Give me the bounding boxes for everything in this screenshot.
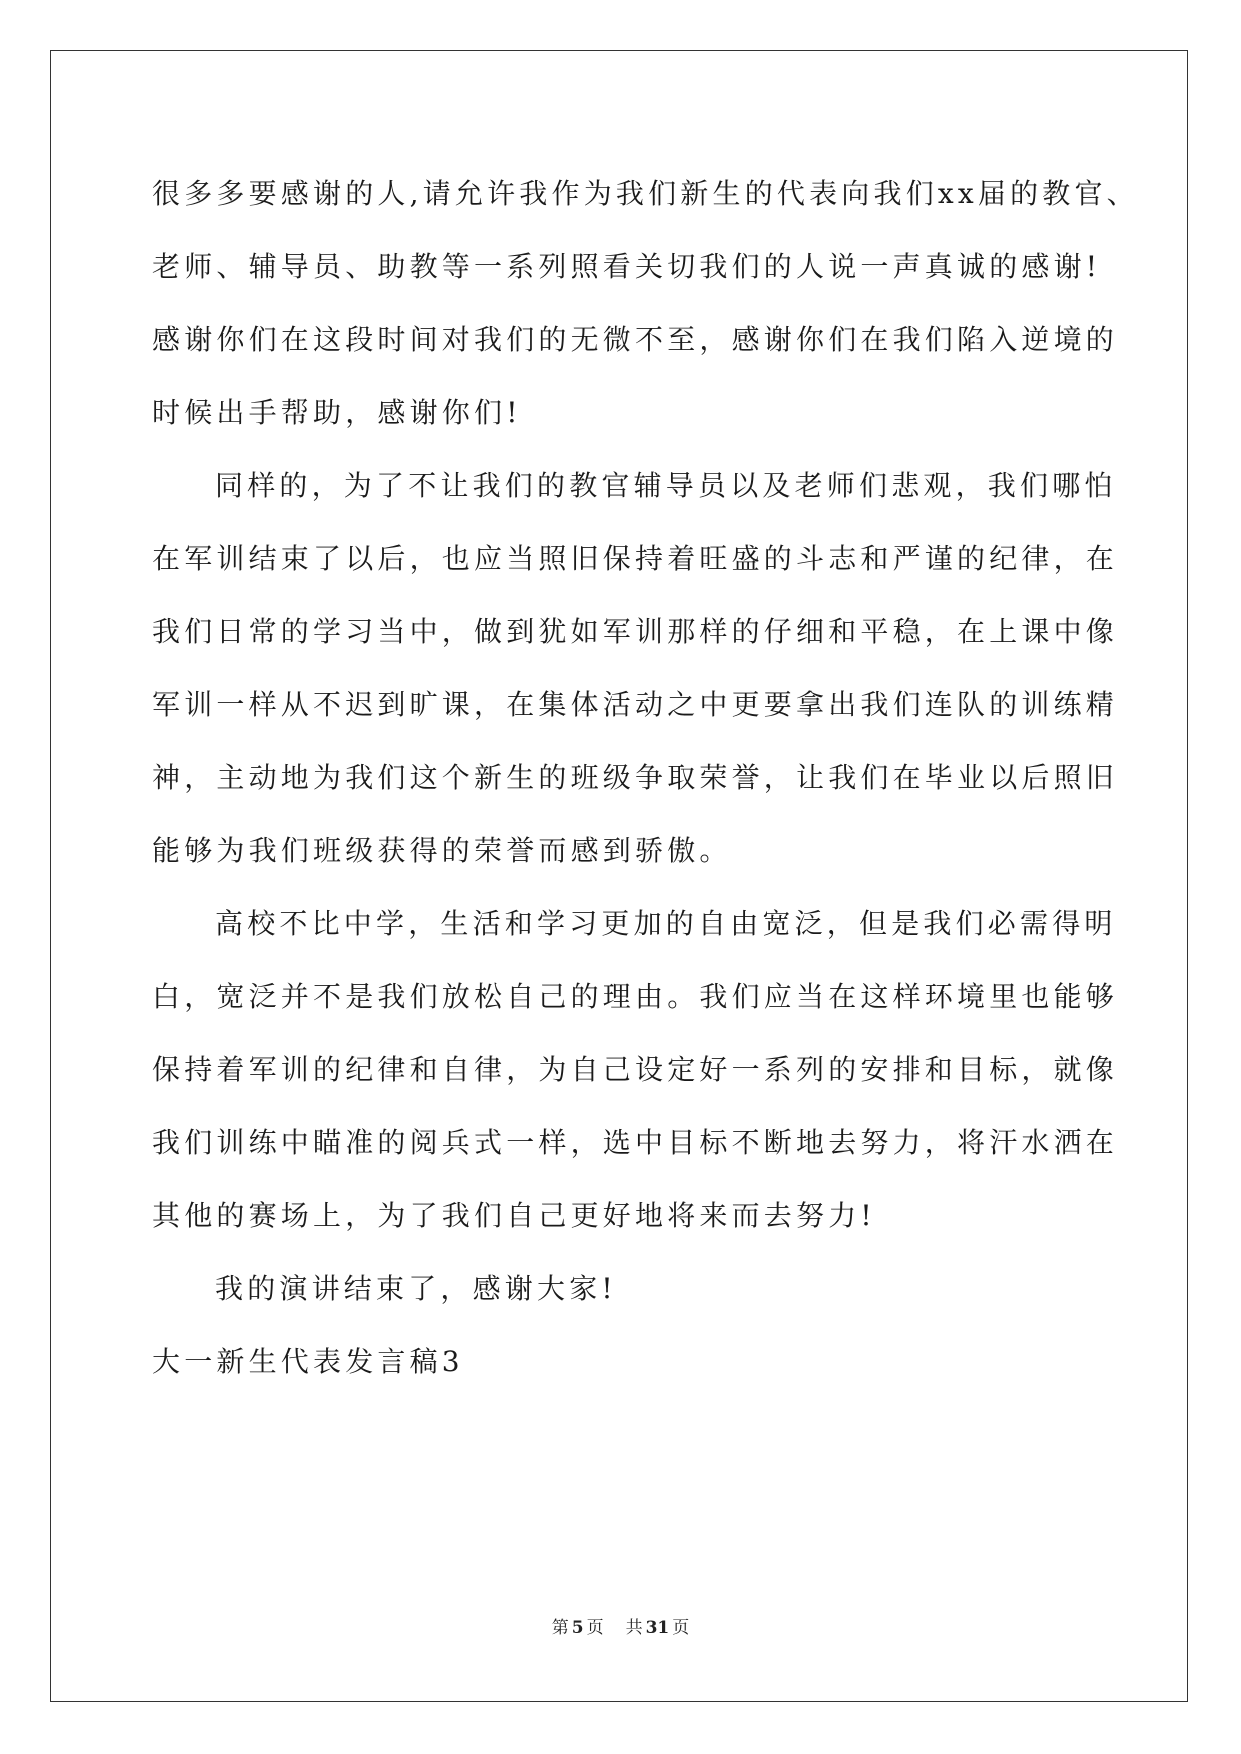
paragraph-line: 保持着军训的纪律和自律，为自己设定好一系列的安排和目标，就像 xyxy=(152,1053,1119,1086)
paragraph-line: 在军训结束了以后，也应当照旧保持着旺盛的斗志和严谨的纪律，在 xyxy=(152,542,1119,575)
paragraph-line: 我们训练中瞄准的阅兵式一样，选中目标不断地去努力，将汗水洒在 xyxy=(152,1126,1119,1159)
paragraph-line: 老师、辅导员、助教等一系列照看关切我们的人说一声真诚的感谢! xyxy=(152,250,1102,283)
page-footer xyxy=(0,1613,1241,1638)
page-total: 31 xyxy=(645,1618,670,1638)
section-heading: 大一新生代表发言稿3 xyxy=(152,1345,464,1378)
total-prefix: 共 xyxy=(625,1618,643,1638)
paragraph-line: 白，宽泛并不是我们放松自己的理由。我们应当在这样环境里也能够 xyxy=(152,980,1119,1013)
page-suffix: 页 xyxy=(586,1618,604,1638)
paragraph-line: 军训一样从不迟到旷课，在集体活动之中更要拿出我们连队的训练精 xyxy=(152,688,1119,721)
paragraph-line: 感谢你们在这段时间对我们的无微不至，感谢你们在我们陷入逆境的 xyxy=(152,323,1119,356)
page-number: 5 xyxy=(571,1618,584,1638)
page-prefix: 第 xyxy=(551,1618,569,1638)
paragraph-line: 时候出手帮助，感谢你们! xyxy=(152,396,522,429)
paragraph-line: 同样的，为了不让我们的教官辅导员以及老师们悲观，我们哪怕 xyxy=(215,469,1117,502)
total-suffix: 页 xyxy=(672,1618,690,1638)
paragraph-line: 我们日常的学习当中，做到犹如军训那样的仔细和平稳，在上课中像 xyxy=(152,615,1119,648)
paragraph-line: 我的演讲结束了，感谢大家! xyxy=(215,1272,617,1305)
paragraph-line: 高校不比中学，生活和学习更加的自由宽泛，但是我们必需得明 xyxy=(215,907,1117,940)
paragraph-line: 能够为我们班级获得的荣誉而感到骄傲。 xyxy=(152,834,732,867)
paragraph-line: 神，主动地为我们这个新生的班级争取荣誉，让我们在毕业以后照旧 xyxy=(152,761,1119,794)
page-border xyxy=(50,50,1188,1702)
paragraph-line: 很多多要感谢的人,请允许我作为我们新生的代表向我们xx届的教官、 xyxy=(152,177,1139,210)
paragraph-line: 其他的赛场上，为了我们自己更好地将来而去努力! xyxy=(152,1199,876,1232)
